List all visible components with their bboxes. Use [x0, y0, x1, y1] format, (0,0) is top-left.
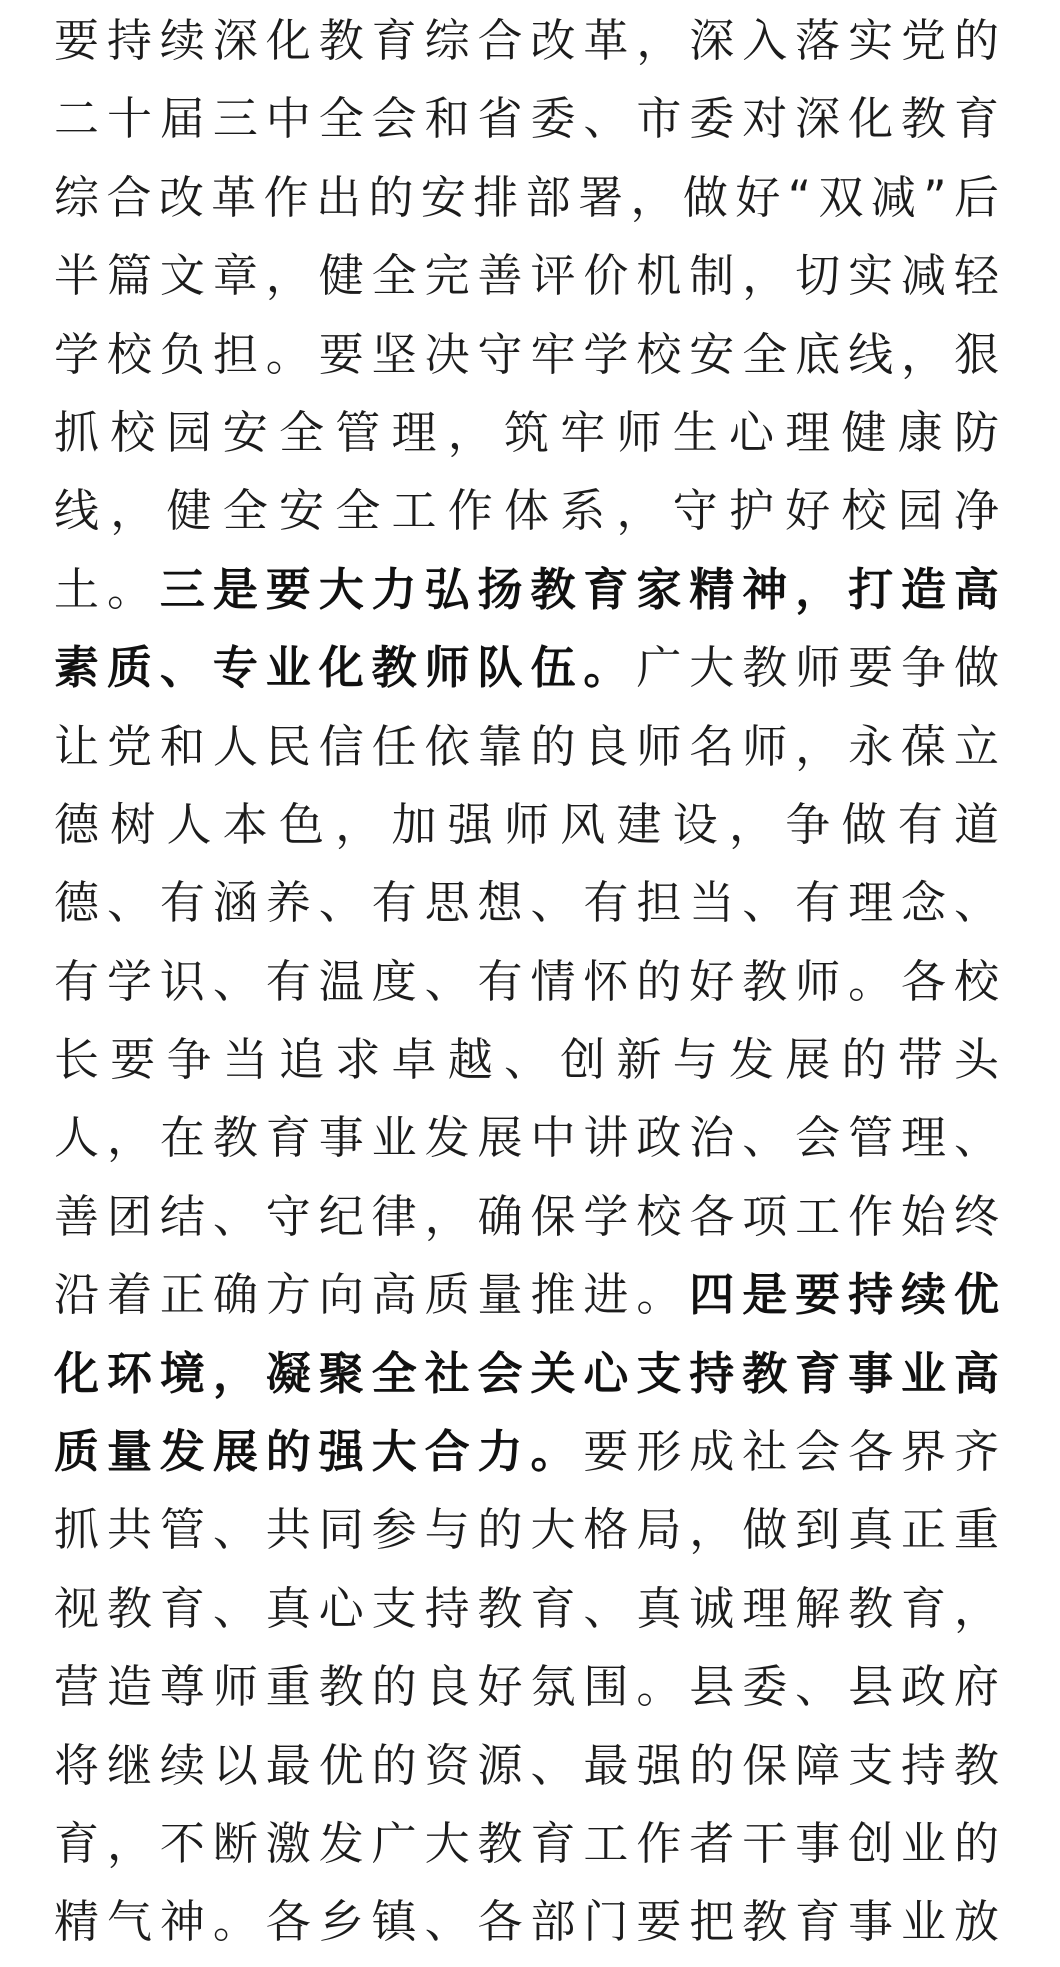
paragraph-line	[54, 1570, 999, 1648]
text-segment: 广大教师要争做	[636, 641, 999, 695]
paragraph-line	[54, 316, 999, 394]
bold-text-segment: 化环境，凝聚全社会关心支持教育事业高	[54, 1346, 999, 1400]
paragraph-line	[54, 1727, 999, 1805]
text-segment: 有学识、有温度、有情怀的好教师。各校	[54, 954, 999, 1008]
paragraph-line	[54, 786, 999, 864]
paragraph-line	[54, 1335, 999, 1413]
paragraph-line	[54, 472, 999, 550]
text-segment: 将继续以最优的资源、最强的保障支持教	[54, 1738, 999, 1792]
paragraph-line	[54, 1178, 999, 1256]
paragraph-line	[54, 159, 999, 237]
text-segment: 善团结、守纪律，确保学校各项工作始终	[54, 1189, 999, 1243]
text-segment: 沿着正确方向高质量推进。	[54, 1268, 690, 1322]
paragraph-line	[54, 551, 999, 629]
text-segment: 营造尊师重教的良好氛围。县委、县政府	[54, 1660, 999, 1714]
text-segment: 综合改革作出的安排部署，做好“双减”后	[54, 170, 999, 224]
text-segment: 要持续深化教育综合改革，深入落实党的	[54, 14, 999, 67]
paragraph-line	[54, 2, 999, 80]
paragraph-line	[54, 80, 999, 158]
paragraph-line	[54, 394, 999, 472]
paragraph-line	[54, 864, 999, 942]
paragraph-line	[54, 629, 999, 707]
bold-text-segment: 素质、专业化教师队伍。	[54, 641, 637, 695]
paragraph-line	[54, 1021, 999, 1099]
paragraph-line	[54, 237, 999, 315]
text-segment: 人，在教育事业发展中讲政治、会管理、	[54, 1111, 999, 1165]
text-segment: 长要争当追求卓越、创新与发展的带头	[54, 1033, 999, 1087]
text-segment: 线，健全安全工作体系，守护好校园净	[54, 484, 999, 538]
bold-text-segment: 质量发展的强大合力。	[54, 1425, 584, 1479]
text-segment: 二十届三中全会和省委、市委对深化教育	[54, 92, 999, 146]
paragraph-line	[54, 1099, 999, 1177]
text-segment: 让党和人民信任依靠的良师名师，永葆立	[54, 719, 999, 773]
text-segment: 抓校园安全管理，筑牢师生心理健康防	[54, 405, 999, 459]
bold-text-segment: 四是要持续优	[689, 1268, 999, 1322]
paragraph-line	[54, 1256, 999, 1334]
text-segment: 育，不断激发广大教育工作者干事创业的	[54, 1816, 999, 1870]
paragraph-line	[54, 708, 999, 786]
text-segment: 德、有涵养、有思想、有担当、有理念、	[54, 876, 999, 930]
text-segment: 学校负担。要坚决守牢学校安全底线，狠	[54, 327, 999, 381]
text-segment: 视教育、真心支持教育、真诚理解教育，	[54, 1581, 999, 1635]
text-segment: 精气神。各乡镇、各部门要把教育事业放	[54, 1895, 999, 1949]
paragraph-line	[54, 1883, 999, 1961]
text-segment: 要形成社会各界齐	[583, 1425, 999, 1479]
text-segment: 抓共管、共同参与的大格局，做到真正重	[54, 1503, 999, 1557]
paragraph-line	[54, 1648, 999, 1726]
bold-text-segment: 三是要大力弘扬教育家精神，打造高	[159, 562, 999, 616]
article-body	[54, 0, 999, 1962]
paragraph-line	[54, 1413, 999, 1491]
text-segment: 德树人本色，加强师风建设，争做有道	[54, 797, 999, 851]
text-segment: 土。	[54, 562, 160, 616]
paragraph-line	[54, 943, 999, 1021]
paragraph-line	[54, 1491, 999, 1569]
text-segment: 半篇文章，健全完善评价机制，切实减轻	[54, 249, 999, 303]
paragraph-line	[54, 1805, 999, 1883]
